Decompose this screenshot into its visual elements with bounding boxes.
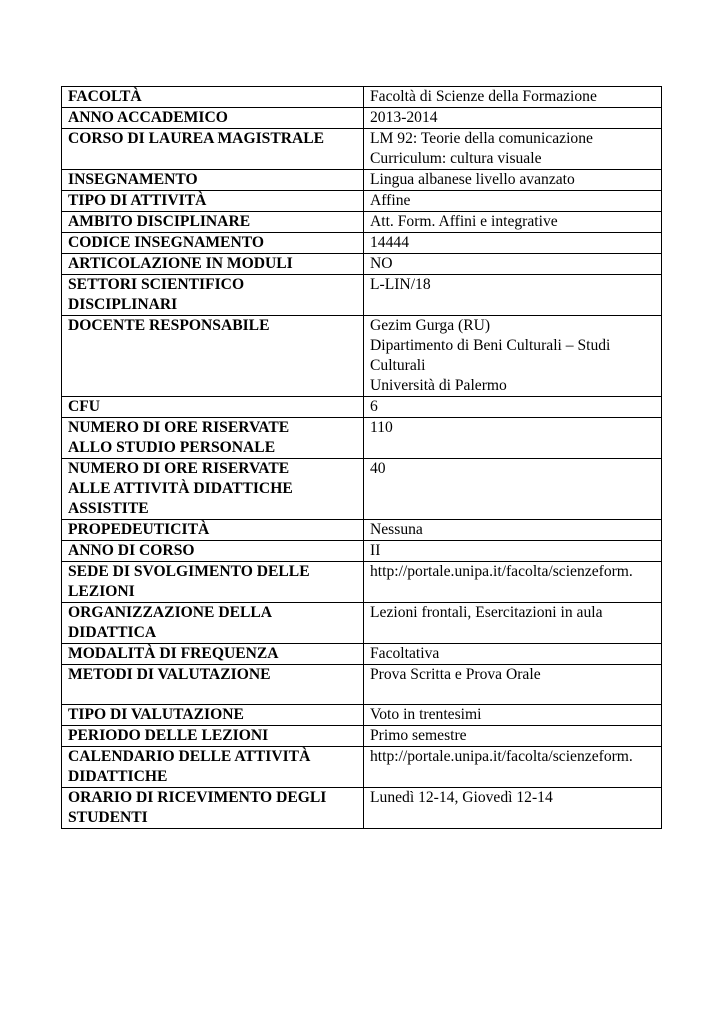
table-row: [62, 459, 662, 520]
field-label: [62, 562, 364, 603]
table-row: [62, 170, 662, 191]
table-row: [62, 520, 662, 541]
field-label: [62, 212, 364, 233]
field-value-line: Affine: [370, 192, 411, 209]
field-value: [364, 665, 662, 705]
field-value: [364, 726, 662, 747]
field-value: [364, 87, 662, 108]
field-label-line: PERIODO DELLE LEZIONI: [68, 727, 269, 744]
field-value-line: NO: [370, 255, 393, 272]
field-value: [364, 233, 662, 254]
field-value: [364, 603, 662, 644]
field-value: [364, 275, 662, 316]
field-label-line: ANNO DI CORSO: [68, 542, 195, 559]
field-label-line: CALENDARIO DELLE ATTIVITÀ: [68, 748, 311, 765]
field-value: [364, 191, 662, 212]
table-row: [62, 316, 662, 397]
field-value: [364, 747, 662, 788]
table-row: [62, 747, 662, 788]
table-row: [62, 603, 662, 644]
table-row: [62, 233, 662, 254]
field-label: [62, 541, 364, 562]
field-label: [62, 603, 364, 644]
field-label-line: NUMERO DI ORE RISERVATE: [68, 460, 290, 477]
table-row: [62, 275, 662, 316]
field-label: [62, 233, 364, 254]
field-value-line: Nessuna: [370, 521, 423, 538]
course-info-body: [62, 87, 662, 829]
table-row: [62, 788, 662, 829]
field-label-line: ALLE ATTIVITÀ DIDATTICHE: [68, 480, 293, 497]
field-label-line: DOCENTE RESPONSABILE: [68, 317, 270, 334]
table-row: [62, 665, 662, 705]
field-value-line: 14444: [370, 234, 409, 251]
field-label: [62, 747, 364, 788]
field-label-line: ANNO ACCADEMICO: [68, 109, 228, 126]
field-label-line: DISCIPLINARI: [68, 296, 178, 313]
field-value-line: Prova Scritta e Prova Orale: [370, 666, 541, 683]
field-label: [62, 316, 364, 397]
field-label: [62, 459, 364, 520]
field-label-line: FACOLTÀ: [68, 88, 142, 105]
field-label-line: INSEGNAMENTO: [68, 171, 198, 188]
field-label-line: NUMERO DI ORE RISERVATE: [68, 419, 290, 436]
field-label-line: CFU: [68, 398, 101, 415]
field-value-line: 6: [370, 398, 378, 415]
field-value-line: 2013-2014: [370, 109, 438, 126]
field-label-line: AMBITO DISCIPLINARE: [68, 213, 251, 230]
field-label: [62, 788, 364, 829]
field-value: [364, 520, 662, 541]
field-label-line: CODICE INSEGNAMENTO: [68, 234, 264, 251]
field-label-line: PROPEDEUTICITÀ: [68, 521, 210, 538]
field-label: [62, 108, 364, 129]
field-label: [62, 129, 364, 170]
field-value: [364, 254, 662, 275]
field-value-line: LM 92: Teorie della comunicazione: [370, 130, 593, 147]
field-value: [364, 459, 662, 520]
field-label-line: SEDE DI SVOLGIMENTO DELLE: [68, 563, 310, 580]
table-row: [62, 87, 662, 108]
field-label-line: METODI DI VALUTAZIONE: [68, 666, 271, 683]
field-label: [62, 665, 364, 705]
field-value: [364, 129, 662, 170]
field-label-line: MODALITÀ DI FREQUENZA: [68, 645, 279, 662]
field-label: [62, 275, 364, 316]
field-label-line: STUDENTI: [68, 809, 148, 826]
field-label: [62, 191, 364, 212]
field-label-line: TIPO DI VALUTAZIONE: [68, 706, 244, 723]
field-value-line: Dipartimento di Beni Culturali – Studi: [370, 337, 611, 354]
field-value: [364, 644, 662, 665]
field-value: [364, 108, 662, 129]
field-value-line: Voto in trentesimi: [370, 706, 482, 723]
field-value-line: II: [370, 542, 381, 559]
field-value-line: Facoltativa: [370, 645, 440, 662]
table-row: [62, 726, 662, 747]
table-row: [62, 541, 662, 562]
field-value-line: 40: [370, 460, 386, 477]
field-value-line: 110: [370, 419, 393, 436]
field-value: [364, 170, 662, 191]
field-value: [364, 212, 662, 233]
field-value-line: L-LIN/18: [370, 276, 431, 293]
field-label: [62, 705, 364, 726]
field-label-line: ARTICOLAZIONE IN MODULI: [68, 255, 293, 272]
field-label: [62, 520, 364, 541]
field-label-line: ASSISTITE: [68, 500, 149, 517]
field-value-line: http://portale.unipa.it/facolta/scienzeform.: [370, 563, 633, 580]
field-label: [62, 644, 364, 665]
field-label-line: LEZIONI: [68, 583, 135, 600]
field-label-line: ORGANIZZAZIONE DELLA: [68, 604, 273, 621]
field-label: [62, 726, 364, 747]
field-value-line: Curriculum: cultura visuale: [370, 150, 542, 167]
field-value-line: Facoltà di Scienze della Formazione: [370, 88, 597, 105]
table-row: [62, 562, 662, 603]
field-value-line: Lunedì 12-14, Giovedì 12-14: [370, 789, 553, 806]
field-value-line: Gezim Gurga (RU): [370, 317, 491, 334]
field-value-line: http://portale.unipa.it/facolta/scienzeform.: [370, 748, 633, 765]
field-value-line: Primo semestre: [370, 727, 467, 744]
field-value-line: Att. Form. Affini e integrative: [370, 213, 558, 230]
field-label-line: DIDATTICHE: [68, 768, 168, 785]
field-label-line: TIPO DI ATTIVITÀ: [68, 192, 207, 209]
field-value: [364, 788, 662, 829]
table-row: [62, 254, 662, 275]
field-label: [62, 418, 364, 459]
table-row: [62, 397, 662, 418]
field-label-line: CORSO DI LAUREA MAGISTRALE: [68, 130, 325, 147]
field-label: [62, 170, 364, 191]
field-label-line: ALLO STUDIO PERSONALE: [68, 439, 276, 456]
field-value-line: Lingua albanese livello avanzato: [370, 171, 575, 188]
field-value: [364, 397, 662, 418]
table-row: [62, 191, 662, 212]
field-value: [364, 562, 662, 603]
document-page: [61, 86, 661, 829]
table-row: [62, 108, 662, 129]
field-value-line: Università di Palermo: [370, 377, 507, 394]
table-row: [62, 129, 662, 170]
field-value-line: Culturali: [370, 357, 426, 374]
field-label: [62, 254, 364, 275]
field-label-line: DIDATTICA: [68, 624, 157, 641]
table-row: [62, 644, 662, 665]
field-label: [62, 397, 364, 418]
table-row: [62, 705, 662, 726]
course-info-table: [61, 86, 662, 829]
field-value: [364, 541, 662, 562]
field-label-line: SETTORI SCIENTIFICO: [68, 276, 245, 293]
field-value-line: Lezioni frontali, Esercitazioni in aula: [370, 604, 603, 621]
field-label-line: ORARIO DI RICEVIMENTO DEGLI: [68, 789, 327, 806]
table-row: [62, 212, 662, 233]
field-label: [62, 87, 364, 108]
field-value: [364, 418, 662, 459]
table-row: [62, 418, 662, 459]
field-value: [364, 316, 662, 397]
field-value: [364, 705, 662, 726]
